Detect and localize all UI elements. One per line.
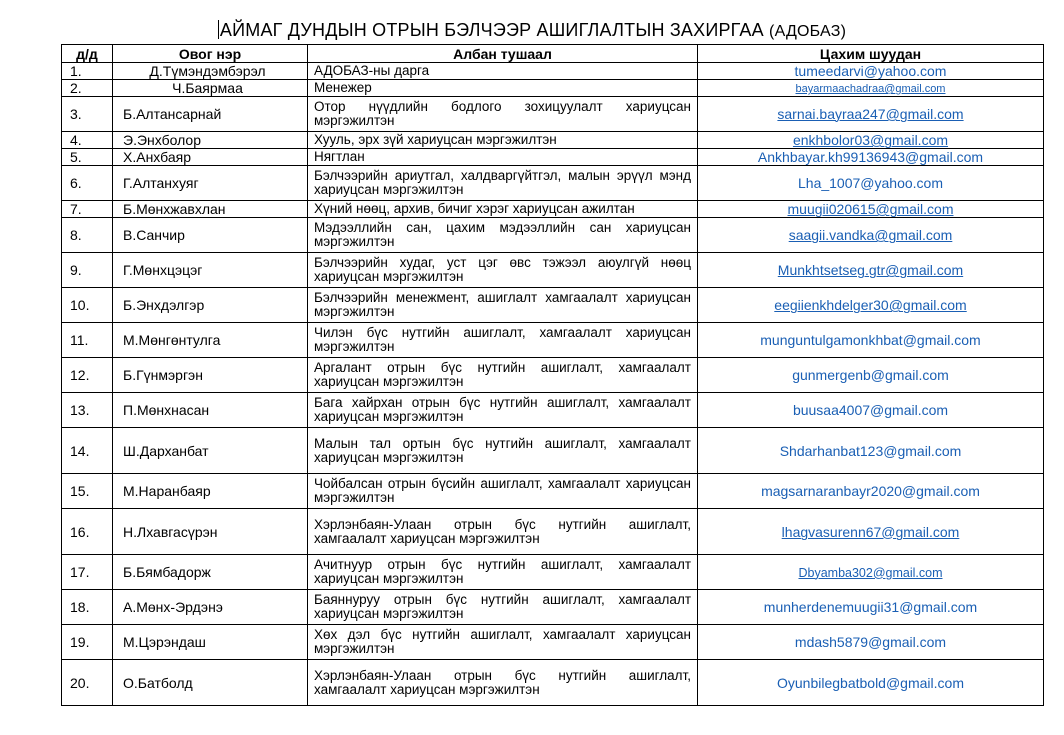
row-position: Ачитнуур отрын бүс нутгийн ашиглалт, хамгаалалт хариуцсан мэргэжилтэн: [308, 555, 698, 590]
text-cursor: [218, 20, 219, 39]
table-row: [62, 253, 1044, 288]
row-name: В.Санчир: [113, 218, 308, 253]
header-email: Цахим шуудан: [698, 45, 1044, 63]
table-header-row: [62, 45, 1044, 63]
row-email-cell: [698, 253, 1044, 288]
email-link[interactable]: bayarmaachadraa@gmail.com: [795, 83, 946, 95]
row-position: Чойбалсан отрын бүсийн ашиглалт, хамгаалалт хариуцсан мэргэжилтэн: [308, 474, 698, 509]
row-position: Мэдээллийн сан, цахим мэдээллийн сан хариуцсан мэргэжилтэн: [308, 218, 698, 253]
row-position: Бага хайрхан отрын бүс нутгийн ашиглалт, хамгаалалт хариуцсан мэргэжилтэн: [308, 393, 698, 428]
table-row: [62, 132, 1044, 149]
table-row: [62, 509, 1044, 555]
row-number: 4.: [62, 132, 113, 149]
row-number: 13.: [62, 393, 113, 428]
row-number: 3.: [62, 97, 113, 132]
table-row: [62, 474, 1044, 509]
email-link[interactable]: Lha_1007@yahoo.com: [798, 175, 943, 191]
row-number: 11.: [62, 323, 113, 358]
row-email-cell: [698, 590, 1044, 625]
row-position: Хэрлэнбаян-Улаан отрын бүс нутгийн ашиглалт, хамгаалалт хариуцсан мэргэжилтэн: [308, 660, 698, 706]
email-link[interactable]: saagii.vandka@gmail.com: [788, 227, 953, 243]
row-name: Н.Лхавгасүрэн: [113, 509, 308, 555]
row-number: 17.: [62, 555, 113, 590]
table-row: [62, 625, 1044, 660]
row-number: 19.: [62, 625, 113, 660]
table-row: [62, 660, 1044, 706]
email-link[interactable]: Ankhbayar.kh99136943@gmail.com: [757, 149, 984, 165]
row-number: 14.: [62, 428, 113, 474]
row-name: М.Мөнгөнтулга: [113, 323, 308, 358]
row-name: Б.Алтансарнай: [113, 97, 308, 132]
email-link[interactable]: Dbyamba302@gmail.com: [798, 565, 943, 580]
row-name: Ш.Дарханбат: [113, 428, 308, 474]
email-link[interactable]: Munkhtsetseg.gtr@gmail.com: [777, 262, 964, 278]
table-row: [62, 201, 1044, 218]
email-link[interactable]: mdash5879@gmail.com: [794, 634, 947, 650]
row-position: Менежер: [308, 80, 698, 97]
row-email-cell: [698, 97, 1044, 132]
row-email-cell: [698, 323, 1044, 358]
row-number: 1.: [62, 63, 113, 80]
page-title: [0, 20, 1064, 41]
row-name: Б.Энхдэлгэр: [113, 288, 308, 323]
row-name: О.Батболд: [113, 660, 308, 706]
header-num: д/д: [62, 45, 113, 63]
table-row: [62, 428, 1044, 474]
row-email-cell: [698, 358, 1044, 393]
row-position: АДОБАЗ-ны дарга: [308, 63, 698, 80]
row-position: Хууль, эрх зүй хариуцсан мэргэжилтэн: [308, 132, 698, 149]
row-name: Х.Анхбаяр: [113, 149, 308, 166]
row-name: М.Цэрэндаш: [113, 625, 308, 660]
email-link[interactable]: Shdarhanbat123@gmail.com: [779, 442, 962, 459]
email-link[interactable]: enkhbolor03@gmail.com: [792, 132, 949, 148]
row-email-cell: [698, 288, 1044, 323]
row-name: Б.Гүнмэргэн: [113, 358, 308, 393]
row-name: Б.Бямбадорж: [113, 555, 308, 590]
table-row: [62, 358, 1044, 393]
email-link[interactable]: muugii020615@gmail.com: [787, 201, 954, 217]
table-row: [62, 149, 1044, 166]
table-row: [62, 80, 1044, 97]
row-email-cell: [698, 166, 1044, 201]
email-link[interactable]: lhagvasurenn67@gmail.com: [781, 523, 960, 540]
row-position: Хөх дэл бүс нутгийн ашиглалт, хамгаалалт хариуцсан мэргэжилтэн: [308, 625, 698, 660]
table-row: [62, 218, 1044, 253]
row-position: Баяннуруу отрын бүс нутгийн ашиглалт, хамгаалалт хариуцсан мэргэжилтэн: [308, 590, 698, 625]
email-link[interactable]: Oyunbilegbatbold@gmail.com: [777, 674, 964, 691]
row-email-cell: [698, 149, 1044, 166]
email-link[interactable]: sarnai.bayraa247@gmail.com: [777, 106, 964, 122]
row-position: Нягтлан: [308, 149, 698, 166]
row-email-cell: [698, 428, 1044, 474]
row-number: 20.: [62, 660, 113, 706]
row-name: Э.Энхболор: [113, 132, 308, 149]
row-number: 10.: [62, 288, 113, 323]
row-name: Ч.Баярмаа: [113, 80, 308, 97]
row-email-cell: [698, 474, 1044, 509]
email-link[interactable]: gunmergenb@gmail.com: [792, 367, 949, 383]
table-row: [62, 393, 1044, 428]
row-email-cell: [698, 63, 1044, 80]
row-position: Хэрлэнбаян-Улаан отрын бүс нутгийн ашиглалт, хамгаалалт хариуцсан мэргэжилтэн: [308, 509, 698, 555]
row-email-cell: [698, 555, 1044, 590]
table-row: [62, 63, 1044, 80]
row-number: 9.: [62, 253, 113, 288]
row-number: 7.: [62, 201, 113, 218]
title-main: АЙМАГ ДУНДЫН ОТРЫН БЭЛЧЭЭР АШИГЛАЛТЫН ЗАХИРГАА: [219, 20, 770, 40]
row-name: Д.Түмэндэмбэрэл: [113, 63, 308, 80]
row-email-cell: [698, 509, 1044, 555]
row-name: Г.Алтанхуяг: [113, 166, 308, 201]
email-link[interactable]: buusaa4007@gmail.com: [792, 402, 949, 418]
row-email-cell: [698, 201, 1044, 218]
row-position: Аргалант отрын бүс нутгийн ашиглалт, хамгаалалт хариуцсан мэргэжилтэн: [308, 358, 698, 393]
row-number: 18.: [62, 590, 113, 625]
header-position: Албан тушаал: [308, 45, 698, 63]
email-link[interactable]: eegiienkhdelger30@gmail.com: [774, 297, 967, 313]
row-email-cell: [698, 132, 1044, 149]
header-name: Овог нэр: [113, 45, 308, 63]
email-link[interactable]: munguntulgamonkhbat@gmail.com: [760, 332, 981, 348]
row-number: 2.: [62, 80, 113, 97]
title-abbr: (АДОБАЗ): [769, 23, 847, 40]
row-email-cell: [698, 625, 1044, 660]
row-number: 16.: [62, 509, 113, 555]
row-name: М.Наранбаяр: [113, 474, 308, 509]
row-position: Отор нүүдлийн бодлого зохицуулалт хариуцсан мэргэжилтэн: [308, 97, 698, 132]
table-row: [62, 166, 1044, 201]
row-number: 5.: [62, 149, 113, 166]
row-position: Малын тал ортын бүс нутгийн ашиглалт, хамгаалалт хариуцсан мэргэжилтэн: [308, 428, 698, 474]
row-number: 15.: [62, 474, 113, 509]
row-email-cell: [698, 218, 1044, 253]
table-row: [62, 555, 1044, 590]
table-row: [62, 288, 1044, 323]
email-link[interactable]: tumeedarvi@yahoo.com: [794, 63, 947, 79]
row-position: Чилэн бүс нутгийн ашиглалт, хамгаалалт хариуцсан мэргэжилтэн: [308, 323, 698, 358]
row-number: 12.: [62, 358, 113, 393]
row-email-cell: [698, 660, 1044, 706]
email-link[interactable]: munherdenemuugii31@gmail.com: [763, 599, 978, 615]
row-position: Хүний нөөц, архив, бичиг хэрэг хариуцсан ажилтан: [308, 201, 698, 218]
row-number: 8.: [62, 218, 113, 253]
row-name: П.Мөнхнасан: [113, 393, 308, 428]
row-number: 6.: [62, 166, 113, 201]
table-row: [62, 323, 1044, 358]
table-row: [62, 590, 1044, 625]
row-position: Бэлчээрийн менежмент, ашиглалт хамгаалалт хариуцсан мэргэжилтэн: [308, 288, 698, 323]
row-name: Г.Мөнхцэцэг: [113, 253, 308, 288]
row-email-cell: [698, 80, 1044, 97]
row-name: Б.Мөнхжавхлан: [113, 201, 308, 218]
email-link[interactable]: magsarnaranbayr2020@gmail.com: [761, 483, 980, 499]
row-email-cell: [698, 393, 1044, 428]
table-row: [62, 97, 1044, 132]
row-position: Бэлчээрийн ариутгал, халдваргүйтгэл, малын эрүүл мэнд хариуцсан мэргэжилтэн: [308, 166, 698, 201]
staff-table: [61, 44, 1044, 706]
row-position: Бэлчээрийн худаг, уст цэг өвс тэжээл аюулгүй нөөц хариуцсан мэргэжилтэн: [308, 253, 698, 288]
row-name: А.Мөнх-Эрдэнэ: [113, 590, 308, 625]
